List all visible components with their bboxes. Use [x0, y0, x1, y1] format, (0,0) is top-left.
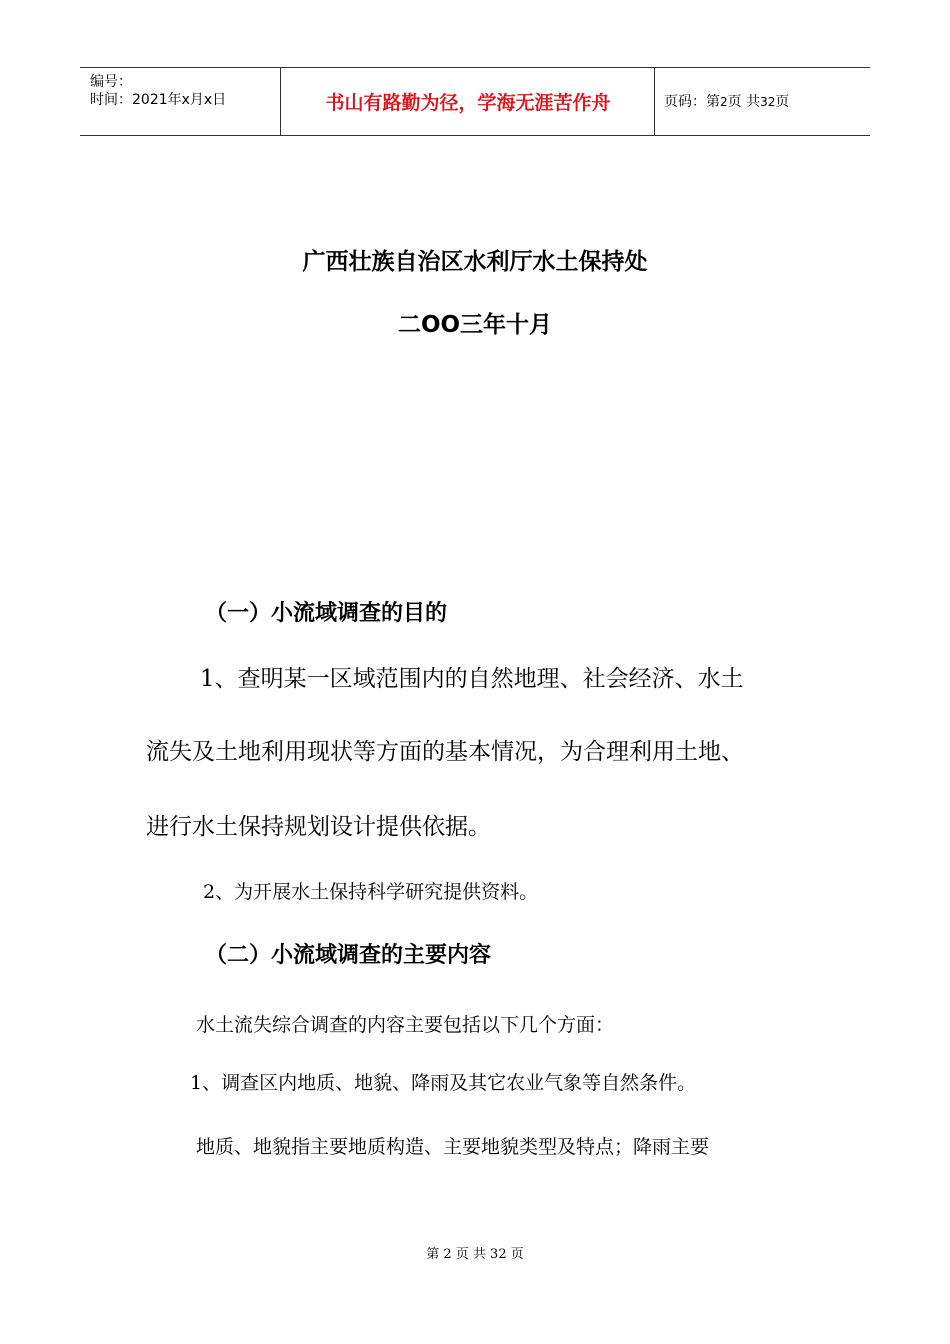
page-code-suffix: 页 — [775, 94, 790, 110]
paragraph-line: 流失及土地利用现状等方面的基本情况，为合理利用土地、 — [146, 739, 744, 765]
header-motto: 书山有路勤为径，学海无涯苦作舟 — [325, 92, 611, 114]
header-page-cell — [655, 68, 870, 135]
section-heading-purpose: （一）小流域调查的目的 — [205, 601, 448, 626]
header-info-cell — [80, 68, 281, 135]
paragraph-line: 1、调查区内地质、地貌、降雨及其它农业气象等自然条件。 — [190, 1072, 697, 1094]
page-footer: 第 2 页 共 32 页 — [426, 1247, 524, 1262]
paragraph-line: 地质、地貌指主要地质构造、主要地貌类型及特点；降雨主要 — [196, 1136, 710, 1158]
page-code-total: 32 — [760, 95, 776, 109]
page-code-prefix: 页码：第 — [664, 94, 720, 110]
header-motto-cell — [281, 68, 655, 135]
page-code-middle: 页 共 — [727, 94, 761, 110]
paragraph-line: 进行水土保持规划设计提供依据。 — [146, 814, 491, 840]
paragraph-line: 1、查明某一区域范围内的自然地理、社会经济、水土 — [200, 666, 744, 692]
document-time-label: 时间：2021年x月x日 — [90, 92, 227, 108]
header-page-code — [664, 94, 789, 110]
page-code-number: 2 — [720, 95, 728, 109]
organization-title: 广西壮族自治区水利厅水土保持处 — [302, 249, 648, 275]
document-header — [80, 67, 870, 136]
date-title: 二OO三年十月 — [397, 312, 553, 338]
document-number-label: 编号： — [90, 74, 132, 90]
section-heading-content: （二）小流域调查的主要内容 — [205, 943, 492, 968]
paragraph-line: 水土流失综合调查的内容主要包括以下几个方面： — [196, 1014, 615, 1036]
paragraph-line: 2、为开展水土保持科学研究提供资料。 — [203, 881, 539, 903]
